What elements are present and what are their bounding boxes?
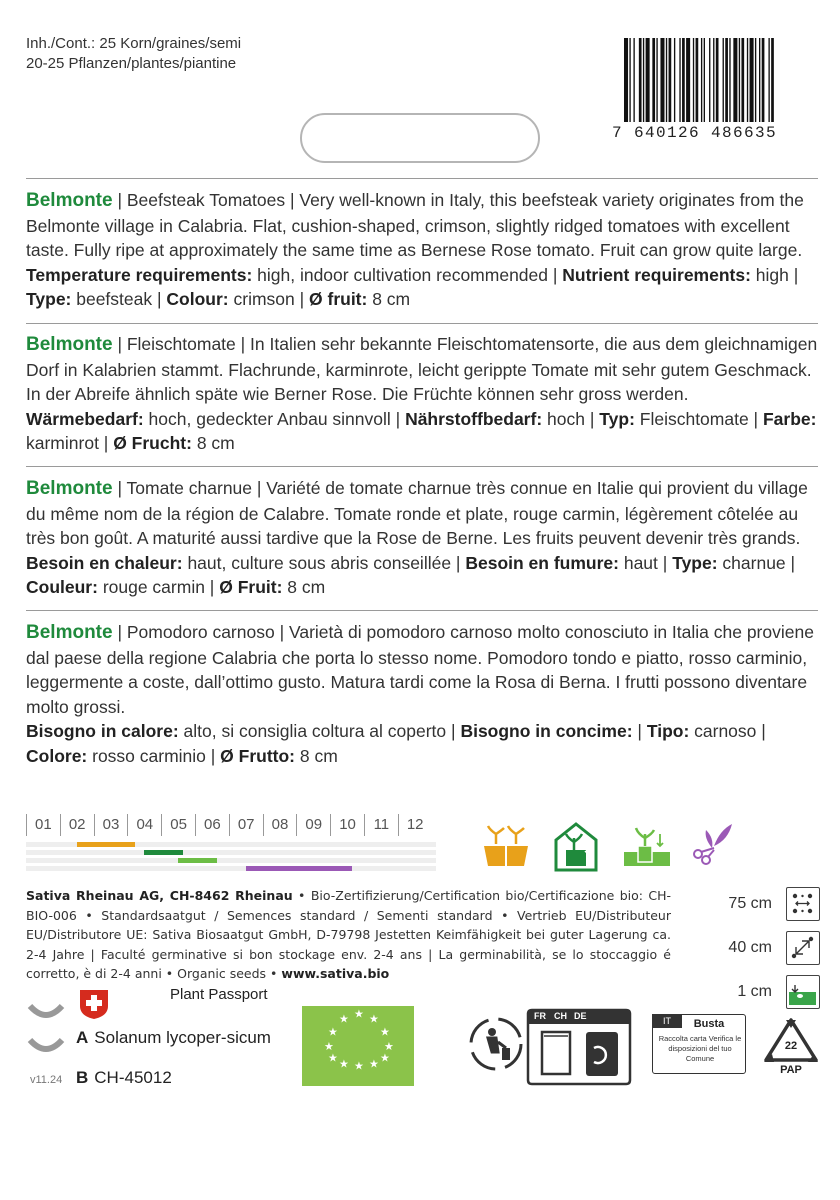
spec-key: Besoin en chaleur: [26,552,183,573]
description-text: | Fleischtomate | In Italien sehr bekannte Fleischtomatensorte, die aus dem gleichnamigen Dorf in Kalabrien stammt. Flachrunde, karminrote, leicht gerippte Tomate mit sehr gutem Geschmack. In der Abreife ähnlich späte wie Berner Rose. Die Früchte können sehr gross werden. [26,334,818,404]
spec-key: Type: [26,289,72,309]
swiss-flag-icon [78,988,110,1020]
svg-text:★: ★ [339,1058,349,1071]
calendar-month: 11 [364,814,398,836]
spec-value: 8 cm [295,745,338,766]
variety-name: Belmonte [26,478,113,499]
calendar-month: 07 [229,814,263,836]
spec-value: | [632,721,647,741]
busta-label [652,1014,746,1074]
divider [26,466,818,467]
eu-leaf-stars-icon [302,1006,414,1086]
contents-line: Inh./Cont.: 25 Korn/graines/semi [26,35,242,52]
description-de [26,332,818,456]
spec-value: 8 cm [367,289,411,309]
passport-a-letter: A [76,1028,89,1047]
passport-b-value: CH-45012 [94,1068,172,1087]
phase-icons [478,820,748,876]
variety-name: Belmonte [26,334,113,355]
spec-value: karminrot | [26,433,114,453]
eu-organic-logo [302,1006,414,1086]
spec-key: Colour: [166,289,229,309]
cultivation-calendar [26,814,436,874]
country-tag: FR [534,1011,546,1021]
busta-country-tag: IT [652,1014,682,1028]
passport-registration [76,1068,172,1088]
spec-value: high | [750,264,799,285]
svg-text:★: ★ [328,1052,338,1065]
company-info [26,886,671,984]
spec-value: rouge carmin | [97,577,220,597]
phase-bar-plant-out [178,858,216,863]
spec-key: Besoin en fumure: [465,552,619,573]
plants-line: 20-25 Pflanzen/plantes/piantine [26,55,237,72]
pap-label: PAP [780,1064,802,1076]
spec-key: Ø Fruit: [219,577,283,597]
barcode-bars [612,38,812,122]
calendar-month: 10 [330,814,364,836]
calendar-track [26,850,436,855]
plant-distance-value: 40 cm [728,939,772,956]
divider [26,323,818,324]
calendar-month: 03 [94,814,128,836]
planting-icon [622,820,672,870]
description-fr [26,476,818,600]
calendar-month: 05 [161,814,195,836]
svg-text:★: ★ [379,1026,390,1039]
svg-text:★: ★ [354,1008,364,1021]
pap-number: 22 [784,1040,798,1052]
calendar-month: 04 [127,814,161,836]
plant-distance [715,931,820,967]
spec-value: high, indoor cultivation recommended | [252,264,563,285]
variety-name: Belmonte [26,190,113,211]
divider [26,610,818,611]
spec-value: haut | [618,552,673,573]
harvest-icon [690,820,736,866]
plant-distance-icon [786,931,820,965]
spec-value: carnoso | [689,721,766,741]
website-link[interactable]: www.sativa.bio [281,966,390,981]
barcode-digits: 7 640126 486635 [612,124,778,142]
spec-key: Ø Frutto: [220,745,296,766]
spec-key: Temperature requirements: [26,264,253,285]
description-text: | Tomate charnue | Variété de tomate charnue très connue en Italie qui provient du village du même nom de la région de Calabre. Tomate ronde et plate, rouge carmin, légèrement côtelée au très bon goût. A maturité aussi tardive que la Rose de Berne. Les fruits peuvent devenir très grands. [26,478,808,548]
svg-text:★: ★ [354,1060,364,1073]
row-distance [715,887,820,923]
passport-a-value: Solanum lycoper-sicum [94,1028,271,1047]
spec-key: Ø Frucht: [113,433,192,453]
passport-species [76,1028,286,1048]
spec-value: haut, culture sous abris conseillée | [182,552,466,573]
variety-name: Belmonte [26,622,113,643]
country-tag: CH [554,1011,567,1021]
svg-text:★: ★ [369,1058,379,1071]
sowing-depth-value: 1 cm [737,983,772,1000]
spec-value: Fleischtomate | [634,408,763,429]
calendar-month: 01 [26,814,60,836]
barcode [612,38,812,145]
spec-value: hoch | [542,408,600,429]
svg-text:★: ★ [324,1041,334,1053]
spec-key: Typ: [599,408,635,429]
spec-value: 8 cm [282,577,326,597]
sowing-depth-icon [786,975,820,1009]
row-distance-value: 75 cm [728,895,772,912]
row-distance-icon [786,887,820,921]
svg-text:★: ★ [379,1052,390,1065]
spec-key: Tipo: [646,721,690,741]
spec-key: Couleur: [26,577,98,597]
calendar-month: 06 [195,814,229,836]
spec-value: charnue | [717,552,796,573]
company-name: Sativa Rheinau AG, CH-8462 Rheinau [26,888,293,903]
plant-passport-label: Plant Passport [170,986,268,1003]
calendar-month: 09 [296,814,330,836]
spec-key: Wärmebedarf: [26,408,144,429]
recycle-person-icon [468,1016,524,1072]
phase-bar-sowing-indoor [77,842,136,847]
version-label: v11.24 [30,1074,63,1086]
svg-text:★: ★ [339,1013,349,1026]
passport-b-letter: B [76,1068,89,1087]
spec-key: Type: [672,552,718,573]
svg-text:★: ★ [328,1026,338,1039]
spec-key: Colore: [26,745,88,766]
passport-arcs-icon [26,996,66,1060]
calendar-track [26,858,436,863]
company-text: • Bio-Zertifizierung/Certification bio/Certificazione bio: CH-BIO-006 • Standardsaatgut / Semences standard / Sementi standard • Vertrieb EU/Distributeur EU/Distributore UE: Sativa Biosaatgut GmbH, D-79798 Jestetten Keimfähigkeit bei guter Lagerung ca. 2-4 Jahre | Faculté germinative si bon stockage env. 2-4 ans | La germinabilità, se lo stoccaggio é corretto, è di 2-4 anni • Organic seeds • [26,888,671,981]
spec-key: Bisogno in concime: [460,721,633,741]
spec-value: crimson | [228,289,310,309]
calendar-month: 02 [60,814,94,836]
spec-value: beefsteak | [71,289,167,309]
greenhouse-icon [552,820,600,872]
country-tag: DE [574,1011,587,1021]
svg-text:★: ★ [384,1041,394,1053]
calendar-track [26,866,436,871]
description-text: | Pomodoro carnoso | Varietà di pomodoro carnoso molto conosciuto in Italia che proviene dal paese della regione Calabria che porta lo stesso nome. Pomodoro tondo e piatto, rosso carminio, leggermente a coste, dall’ottimo gusto. Matura tardi come la Rosa di Berna. I frutti possono diventare molto grossi. [26,622,814,717]
busta-text: Raccolta carta Verifica le disposizioni del tuo Comune [658,1034,742,1063]
divider [26,178,818,179]
package-contents [26,34,241,74]
seed-tray-icon [478,820,534,870]
hang-hole [300,113,540,163]
phase-bar-transplant [144,850,182,855]
description-it [26,620,818,768]
pap-recycle-symbol [762,1016,820,1078]
spec-value: 8 cm [191,433,235,453]
spec-key: Farbe: [762,408,817,429]
month-header [26,814,436,836]
spec-value: hoch, gedeckter Anbau sinnvoll | [143,408,406,429]
spec-value: alto, si consiglia coltura al coperto | [178,721,461,741]
spec-key: Bisogno in calore: [26,721,179,741]
phase-bar-harvest [246,866,352,871]
spec-value: rosso carminio | [87,745,221,766]
spec-key: Nutrient requirements: [562,264,751,285]
busta-title: Busta [693,1018,725,1030]
spec-key: Ø fruit: [309,289,368,309]
spec-key: Nährstoffbedarf: [405,408,543,429]
description-en [26,188,818,312]
svg-text:★: ★ [369,1013,379,1026]
calendar-month: 08 [263,814,297,836]
calendar-month: 12 [398,814,432,836]
description-text: | Beefsteak Tomatoes | Very well-known in Italy, this beefsteak variety originates from the Belmonte village in Calabria. Flat, cushion-shaped, crimson, slightly ridged tomatoes with excellent taste. Fully ripe at approximately the same time as Bernese Rose tomato. Fruit can grow quite large. [26,190,804,260]
